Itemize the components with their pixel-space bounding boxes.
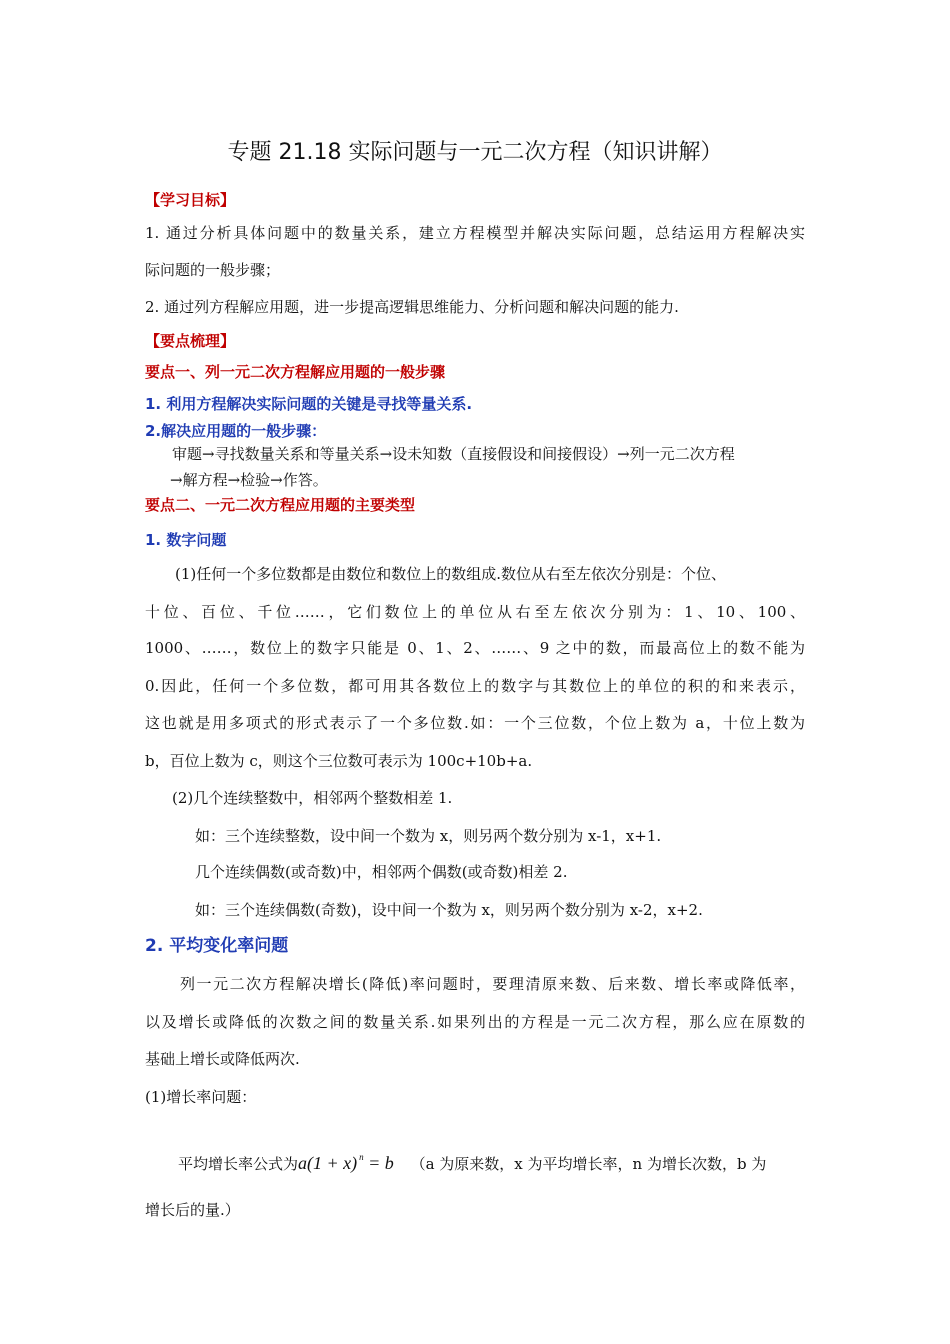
section-goals-heading: 【学习目标】 xyxy=(145,191,236,209)
point-1-heading: 要点一、列一元二次方程解应用题的一般步骤 xyxy=(145,363,446,381)
digit-para-3-example: 如：三个连续偶数(奇数)，设中间一个数为 x，则另两个数分别为 x-2，x+2. xyxy=(195,901,703,919)
goal-1-line-1: 1. 通过分析具体问题中的数量关系，建立方程模型并解决实际问题，总结运用方程解决实 xyxy=(145,224,805,242)
digit-para-1-line-1: (1)任何一个多位数都是由数位和数位上的数组成.数位从右至左依次分别是：个位、 xyxy=(175,565,727,583)
type-1-heading: 1. 数字问题 xyxy=(145,531,227,549)
steps-line-2: →解方程→检验→作答。 xyxy=(170,471,328,489)
digit-para-1-line-2: 十位、百位、千位……，它们数位上的单位从右至左依次分别为：1、10、100、 xyxy=(145,603,805,621)
page-title: 专题 21.18 实际问题与一元二次方程（知识讲解） xyxy=(227,140,723,165)
type-2-heading: 2. 平均变化率问题 xyxy=(145,936,289,956)
digit-para-3: 几个连续偶数(或奇数)中，相邻两个偶数(或奇数)相差 2. xyxy=(195,863,568,881)
rate-line-1 xyxy=(180,974,805,994)
digit-para-2: (2)几个连续整数中，相邻两个整数相差 1. xyxy=(172,789,453,807)
formula-line xyxy=(178,1147,766,1174)
formula-note: （a 为原来数，x 为平均增长率，n 为增长次数，b 为 xyxy=(410,1155,767,1173)
goal-2: 2. 通过列方程解应用题，进一步提高逻辑思维能力、分析问题和解决问题的能力. xyxy=(145,298,679,316)
digit-para-1-line-3: 1000、……，数位上的数字只能是 0、1、2、……、9 之中的数，而最高位上的数不能为 xyxy=(145,639,805,657)
growth-formula xyxy=(298,1153,394,1173)
growth-heading: (1)增长率问题： xyxy=(145,1088,257,1106)
rate-line-3: 基础上增长或降低两次. xyxy=(145,1050,300,1068)
formula-note-line-2: 增长后的量.） xyxy=(145,1201,240,1219)
formula-prefix: 平均增长率公式为 xyxy=(178,1155,299,1173)
formula-rhs: = b xyxy=(363,1153,394,1173)
rate-line-1-text: 列一元二次方程解决增长(降低)率问题时，要理清原来数、后来数、增长率或降低率， xyxy=(180,975,805,993)
digit-para-1-line-4: 0.因此，任何一个多位数，都可用其各数位上的数字与其数位上的单位的积的和来表示， xyxy=(145,677,805,695)
digit-para-1-line-6: b，百位上数为 c，则这个三位数可表示为 100c+10b+a. xyxy=(145,752,533,770)
formula-exponent: n xyxy=(359,1152,364,1162)
steps-line-1: 审题→寻找数量关系和等量关系→设未知数（直接假设和间接假设）→列一元二次方程 xyxy=(172,445,735,463)
digit-para-1-line-5: 这也就是用多项式的形式表示了一个多位数.如：一个三位数，个位上数为 a，十位上数为 xyxy=(145,714,805,732)
point-2-heading: 要点二、一元二次方程应用题的主要类型 xyxy=(145,496,416,514)
digit-para-2-example: 如：三个连续整数，设中间一个数为 x，则另两个数分别为 x-1，x+1. xyxy=(195,827,662,845)
point-1-item-2: 2.解决应用题的一般步骤： xyxy=(145,422,327,440)
section-points-heading: 【要点梳理】 xyxy=(145,332,236,350)
rate-line-2: 以及增长或降低的次数之间的数量关系.如果列出的方程是一元二次方程，那么应在原数的 xyxy=(145,1013,805,1031)
goal-1-line-2: 际问题的一般步骤； xyxy=(145,261,281,279)
point-1-item-1: 1. 利用方程解决实际问题的关键是寻找等量关系. xyxy=(145,395,473,413)
formula-base: a(1 + x) xyxy=(298,1153,358,1173)
